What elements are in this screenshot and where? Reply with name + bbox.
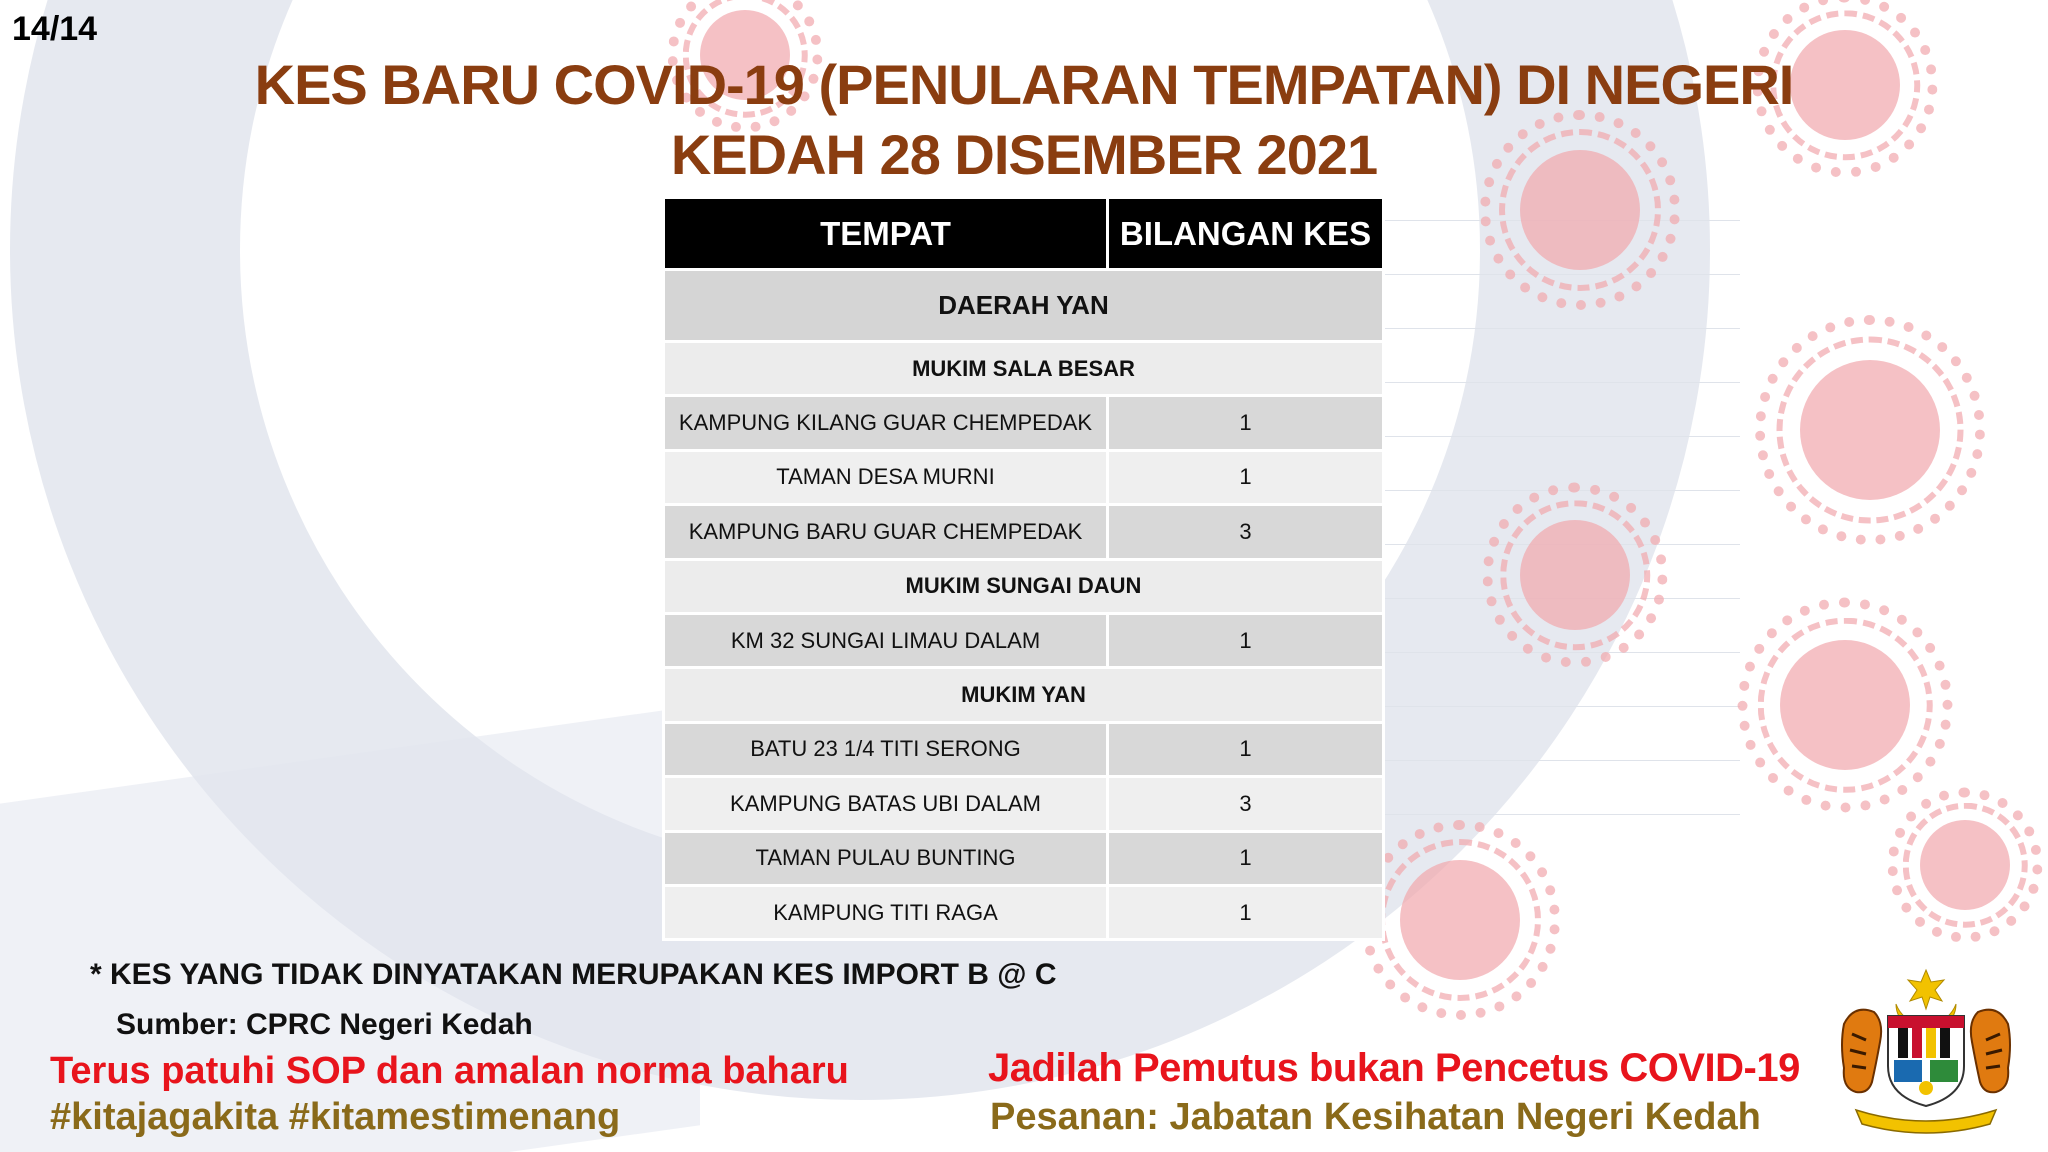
virus-icon [1780,640,1910,770]
mukim-row [664,342,1384,396]
mukim-name: MUKIM YAN [664,668,1384,722]
header-case-count: BILANGAN KES [1108,198,1384,270]
sop-reminder: Terus patuhi SOP dan amalan norma baharu [50,1050,849,1092]
message-source: Pesanan: Jabatan Kesihatan Negeri Kedah [990,1096,1761,1138]
mukim-name: MUKIM SUNGAI DAUN [664,559,1384,613]
virus-icon [1400,860,1520,980]
title-line-2: KEDAH 28 DISEMBER 2021 [670,123,1378,186]
place-cell: BATU 23 1/4 TITI SERONG [664,722,1108,776]
count-cell: 3 [1108,777,1384,831]
table-row [664,450,1384,504]
table-row [664,777,1384,831]
header-place: TEMPAT [664,198,1108,270]
slogan: Jadilah Pemutus bukan Pencetus COVID-19 [988,1046,1800,1090]
table-row [664,831,1384,885]
virus-icon [1520,520,1630,630]
place-cell: KAMPUNG BARU GUAR CHEMPEDAK [664,505,1108,559]
table-row [664,613,1384,667]
page-number: 14/14 [12,10,98,48]
mukim-name: MUKIM SALA BESAR [664,342,1384,396]
source-text: Sumber: CPRC Negeri Kedah [116,1008,533,1041]
footnote-import-cases: * KES YANG TIDAK DINYATAKAN MERUPAKAN KES IMPORT B @ C [90,958,1057,991]
mukim-row [664,559,1384,613]
title-line-1: KES BARU COVID-19 (PENULARAN TEMPATAN) DI NEGERI [254,53,1794,116]
count-cell: 1 [1108,450,1384,504]
virus-icon [1920,820,2010,910]
place-cell: KM 32 SUNGAI LIMAU DALAM [664,613,1108,667]
count-cell: 1 [1108,722,1384,776]
page-title [0,50,2048,190]
place-cell: TAMAN DESA MURNI [664,450,1108,504]
district-name: DAERAH YAN [664,270,1384,342]
table-row [664,396,1384,450]
table-row [664,505,1384,559]
count-cell: 1 [1108,885,1384,939]
place-cell: KAMPUNG BATAS UBI DALAM [664,777,1108,831]
place-cell: KAMPUNG TITI RAGA [664,885,1108,939]
district-row [664,270,1384,342]
count-cell: 1 [1108,831,1384,885]
table-row [664,885,1384,939]
count-cell: 1 [1108,613,1384,667]
virus-icon [1800,360,1940,500]
place-cell: TAMAN PULAU BUNTING [664,831,1108,885]
place-cell: KAMPUNG KILANG GUAR CHEMPEDAK [664,396,1108,450]
count-cell: 3 [1108,505,1384,559]
malaysia-coat-of-arms-icon [1826,964,2026,1134]
mukim-row [664,668,1384,722]
hashtags: #kitajagakita #kitamestimenang [50,1096,621,1138]
count-cell: 1 [1108,396,1384,450]
cases-table [662,196,1382,941]
table-row [664,722,1384,776]
table-header-row [664,198,1384,270]
